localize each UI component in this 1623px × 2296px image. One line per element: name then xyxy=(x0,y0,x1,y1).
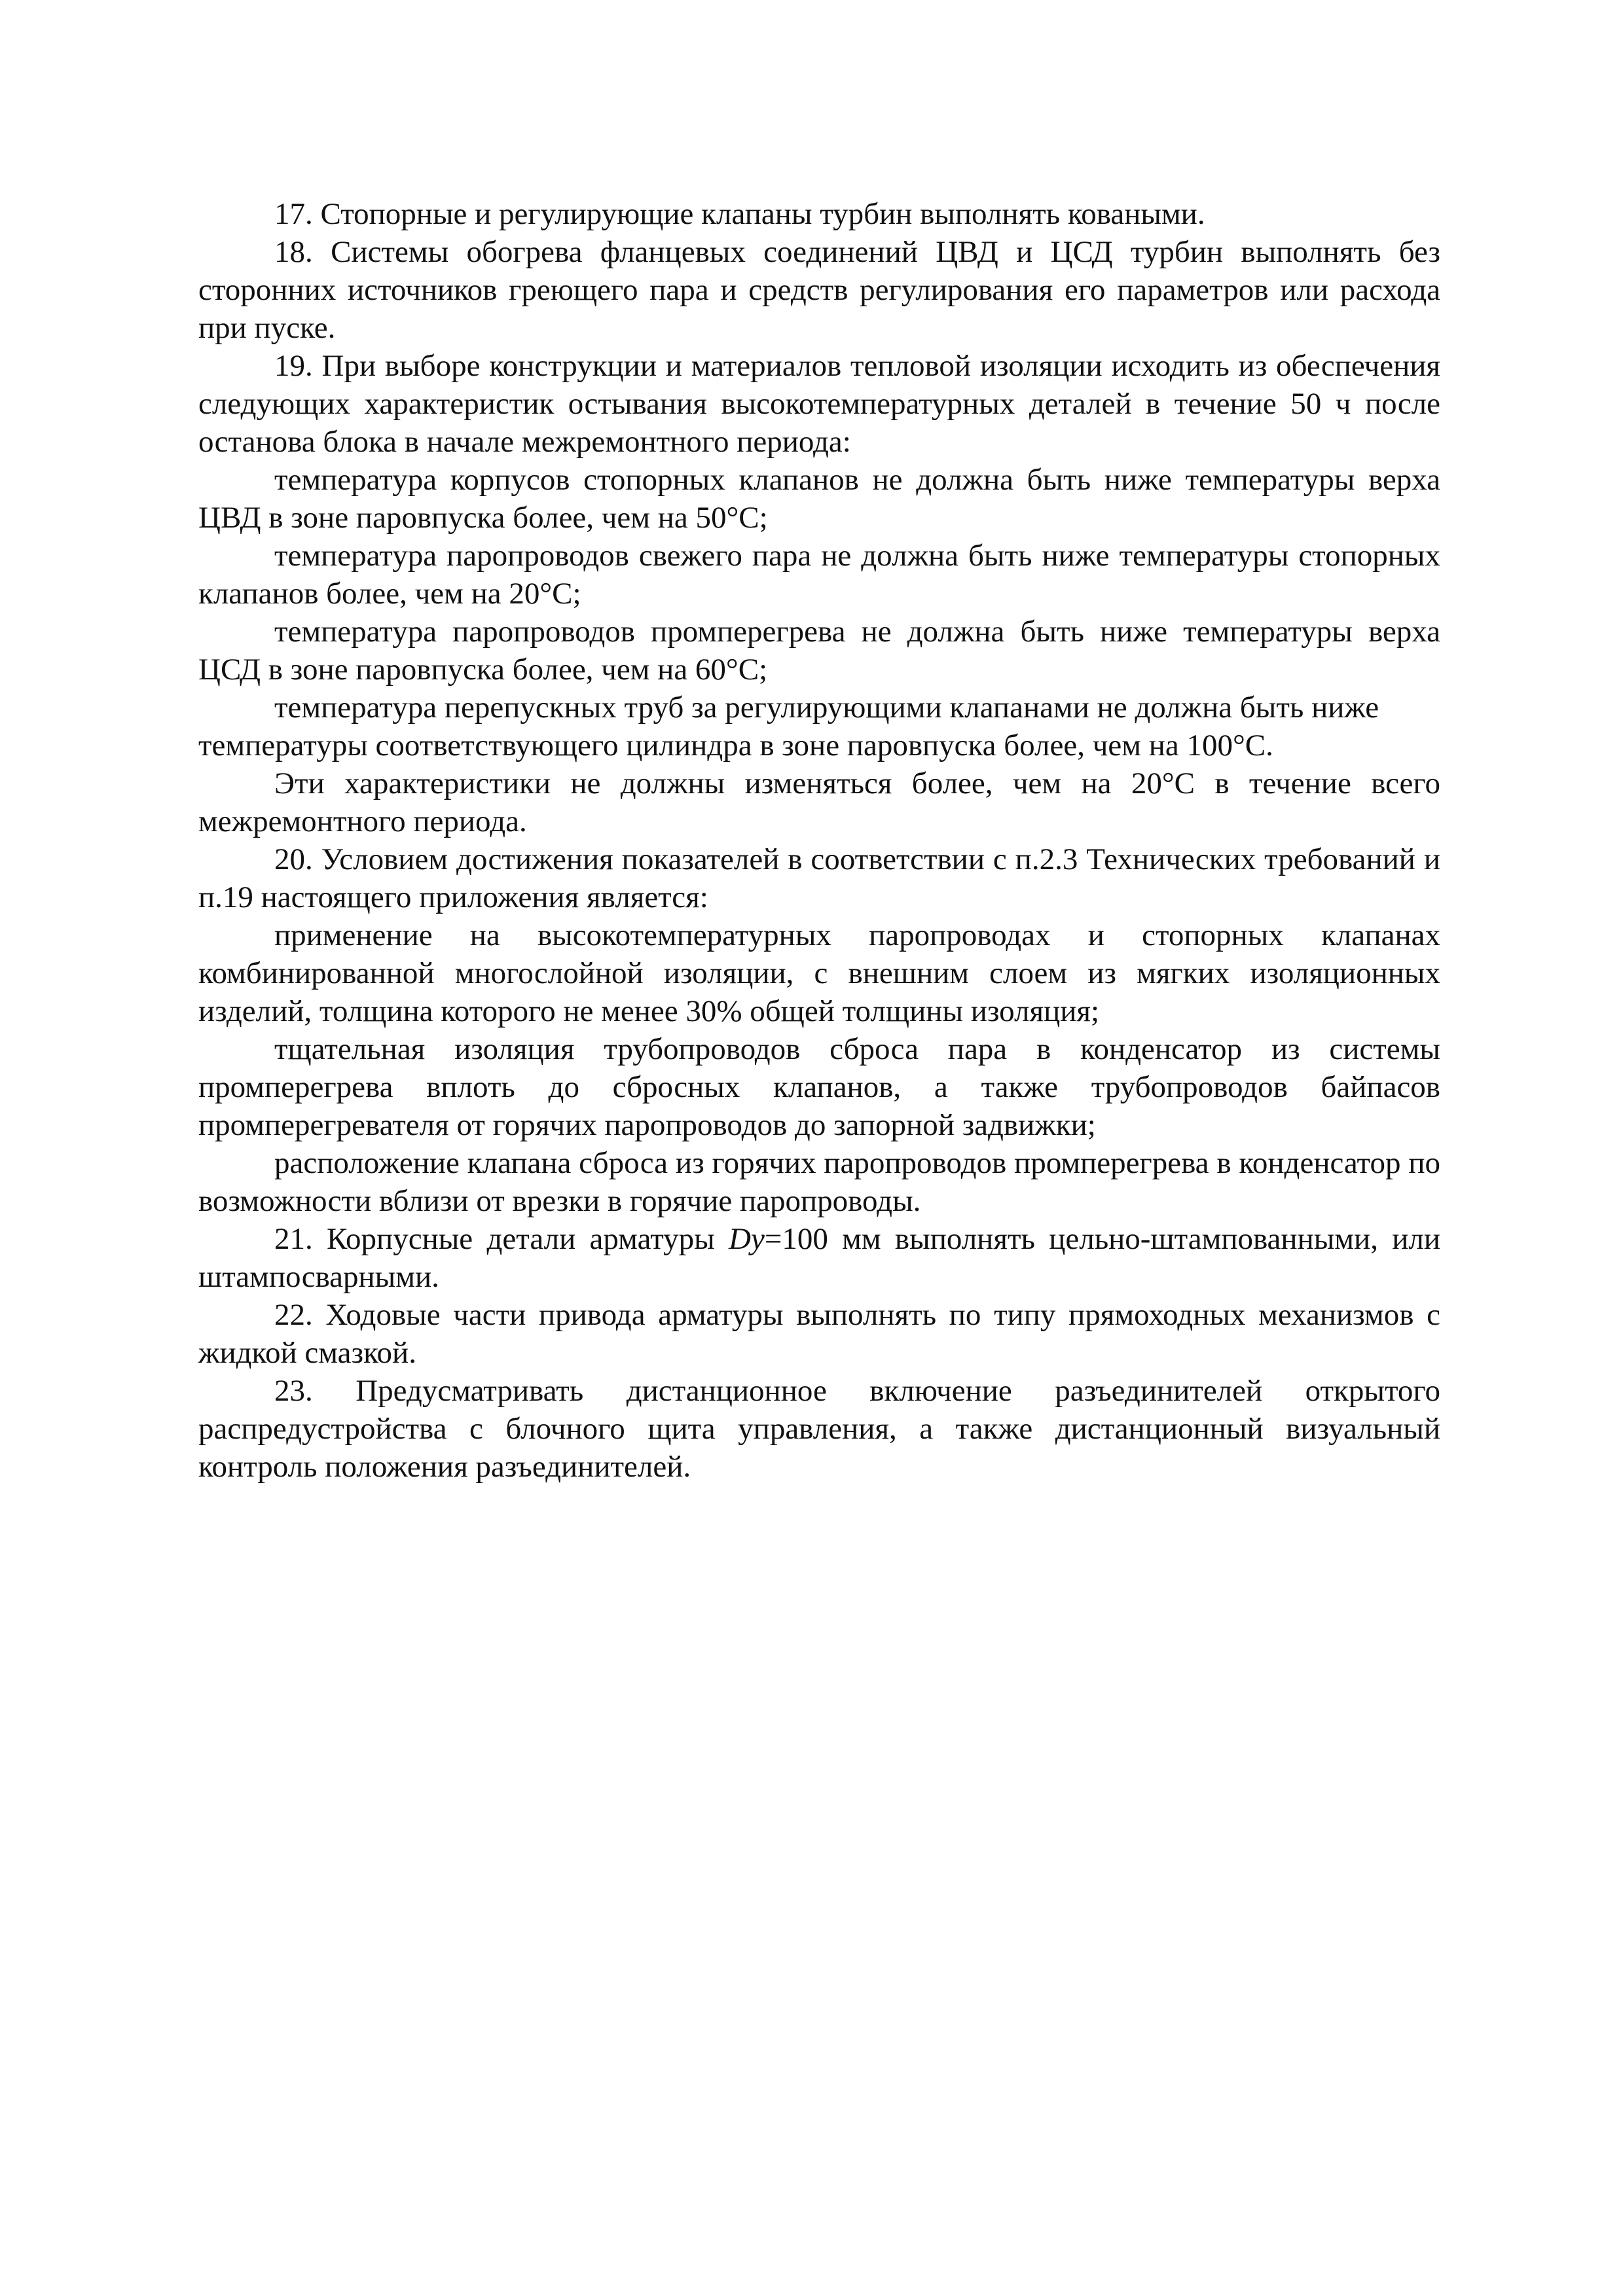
paragraph-19: 19. При выборе конструкции и материалов тепловой изоляции исходить из обеспечения следующих характеристик остывания высокотемпературных деталей в течение 50 ч после останова блока в начале межремонтного периода: xyxy=(198,349,1440,459)
document-page xyxy=(198,195,1440,1486)
paragraph-17: 17. Стопорные и регулирующие клапаны турбин выполнять коваными. xyxy=(274,197,1205,231)
paragraph-22: 22. Ходовые части привода арматуры выполнять по типу прямоходных механизмов с жидкой смазкой. xyxy=(198,1298,1440,1370)
paragraph-20-item-valve-placement: расположение клапана сброса из горячих паропроводов промперегрева в конденсатор по возможности вблизи от врезки в горячие паропроводы. xyxy=(198,1146,1440,1218)
paragraph-20: 20. Условием достижения показателей в соответствии с п.2.3 Технических требований и п.19 настоящего приложения является: xyxy=(198,842,1440,914)
paragraph-19-item-bypass-pipes: температура перепускных труб за регулирующими клапанами не должна быть ниже температуры соответствующего цилиндра в зоне паровпуска более, чем на 100°С. xyxy=(198,691,1379,762)
paragraph-21 xyxy=(198,1220,1440,1296)
paragraph-18: 18. Системы обогрева фланцевых соединений ЦВД и ЦСД турбин выполнять без сторонних источников греющего пара и средств регулирования его параметров или расхода при пуске. xyxy=(198,235,1440,345)
nominal-diameter-symbol: Dу xyxy=(729,1222,765,1256)
paragraph-21-end: =100 мм выполнять цельно-штампованными, или штампосварными. xyxy=(198,1222,1440,1294)
paragraph-19-item-fresh-steam: температура паропроводов свежего пара не должна быть ниже температуры стопорных клапанов более, чем на 20°С; xyxy=(198,539,1440,611)
paragraph-21-start: 21. Корпусные детали арматуры xyxy=(274,1222,729,1256)
paragraph-20-item-careful-insulation: тщательная изоляция трубопроводов сброса пара в конденсатор из системы промперегрева вплоть до сбросных клапанов, а также трубопроводов байпасов промперегревателя от горячих паропроводов до запорной задвижки; xyxy=(198,1032,1440,1142)
paragraph-19-item-stop-valves: температура корпусов стопорных клапанов не должна быть ниже температуры верха ЦВД в зоне паровпуска более, чем на 50°С; xyxy=(198,463,1440,535)
paragraph-23: 23. Предусматривать дистанционное включение разъединителей открытого распредустройства с блочного щита управления, а также дистанционный визуальный контроль положения разъединителей. xyxy=(198,1374,1440,1484)
paragraph-19-item-reheat: температура паропроводов промперегрева не должна быть ниже температуры верха ЦСД в зоне паровпуска более, чем на 60°С; xyxy=(198,615,1440,687)
paragraph-20-item-insulation: применение на высокотемпературных паропроводах и стопорных клапанах комбинированной многослойной изоляции, с внешним слоем из мягких изоляционных изделий, толщина которого не менее 30% общей толщины изоляция; xyxy=(198,918,1440,1028)
paragraph-19-note: Эти характеристики не должны изменяться более, чем на 20°С в течение всего межремонтного периода. xyxy=(198,766,1440,838)
